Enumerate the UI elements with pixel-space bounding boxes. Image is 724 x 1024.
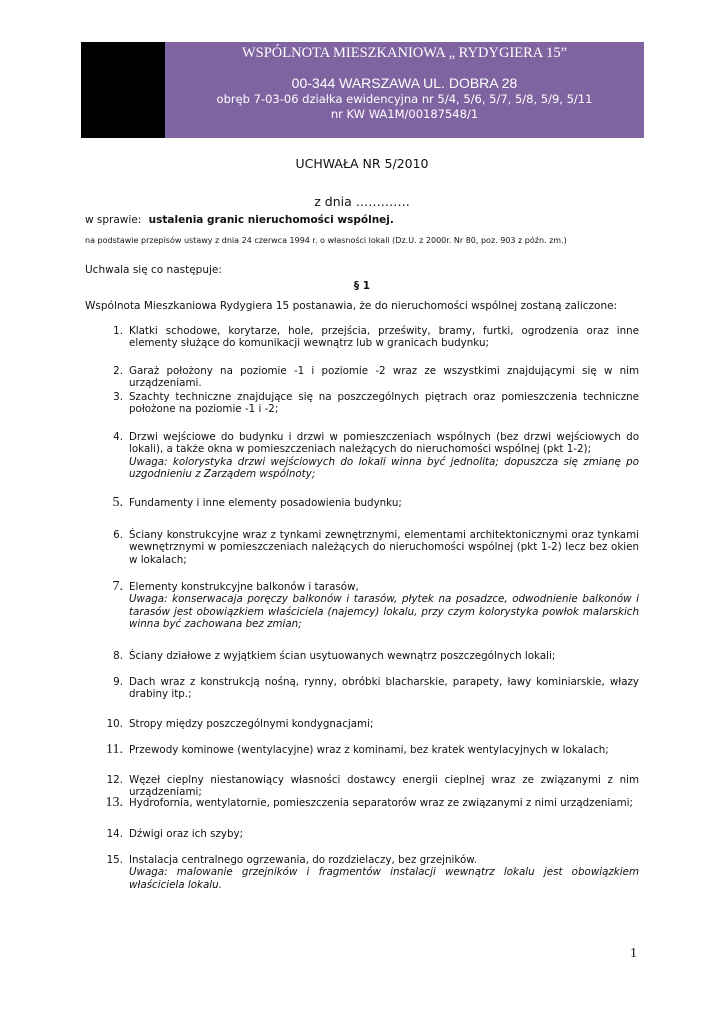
land-register-number: nr KW WA1M/00187548/1 <box>330 107 479 121</box>
list-item-number: 10. <box>106 718 123 730</box>
list-item-body: Fundamenty i inne elementy posadowienia budynku; <box>129 497 402 509</box>
list-item-number: 2. <box>113 365 123 377</box>
list-item <box>85 529 639 566</box>
community-name: WSPÓLNOTA MIESZKANIOWA „ RYDYGIERA 15” <box>241 45 568 61</box>
list-item <box>85 581 639 631</box>
list-item <box>85 744 639 756</box>
legal-basis: na podstawie przepisów ustawy z dnia 24 czerwca 1994 r. o własności lokali (Dz.U. z 2000r. Nr 80, poz. 903 z późn. zm.) <box>85 236 567 245</box>
letterhead-black-block <box>81 42 165 138</box>
list-item-note: Uwaga: kolorystyka drzwi wejściowych do lokali winna być jednolita; dopuszcza się zmianę po uzgodnieniu z Zarządem wspólnoty; <box>129 455 639 481</box>
list-item-text <box>129 497 639 509</box>
list-item <box>85 391 639 416</box>
list-item-body: Ściany działowe z wyjątkiem ścian usytuowanych wewnątrz poszczególnych lokali; <box>129 650 556 662</box>
list-item-text <box>129 325 639 350</box>
list-item-number: 14. <box>106 828 123 840</box>
subject-label: w sprawie: <box>85 214 142 226</box>
list-item-number: 4. <box>113 431 123 443</box>
list-item-body: Instalacja centralnego ogrzewania, do rozdzielaczy, bez grzejników. <box>129 854 478 866</box>
list-item-number: 9. <box>113 676 123 688</box>
list-item-number: 12. <box>106 774 123 786</box>
intro-statement: Wspólnota Mieszkaniowa Rydygiera 15 postanawia, że do nieruchomości wspólnej zostaną zaliczone: <box>85 300 618 312</box>
list-item-note: Uwaga: konserwacaja poręczy balkonów i tarasów, płytek na posadzce, odwodnienie balkonów i tarasów jest obowiązkiem właściciela (najemcy) lokalu, przy czym kolorystyka powłok malarskich winna być zachowana bez zmian; <box>129 593 639 631</box>
list-item <box>85 828 639 840</box>
list-item-number: 1. <box>113 325 123 337</box>
resolution-title: UCHWAŁA NR 5/2010 <box>295 156 429 171</box>
list-item-text <box>129 391 639 416</box>
list-item-text <box>129 581 639 631</box>
list-item-text <box>129 650 639 662</box>
list-item-body: Przewody kominowe (wentylacyjne) wraz z kominami, bez kratek wentylacyjnych w lokalach; <box>129 744 609 756</box>
list-item <box>85 797 639 809</box>
list-item-text <box>129 431 639 481</box>
list-item-text <box>129 718 639 730</box>
list-item-body: Stropy między poszczególnymi kondygnacjami; <box>129 718 374 730</box>
list-item-body: Elementy konstrukcyjne balkonów i tarasów, <box>129 581 359 593</box>
list-item <box>85 431 639 481</box>
subject-line <box>85 214 394 226</box>
list-item-body: Szachty techniczne znajdujące się na poszczególnych piętrach oraz pomieszczenia techniczne położone na poziomie -1 i -2; <box>129 391 639 416</box>
letterhead-banner <box>165 42 644 138</box>
plot-info: obręb 7-03-06 działka ewidencyjna nr 5/4, 5/6, 5/7, 5/8, 5/9, 5/11 <box>216 92 593 106</box>
list-item-text <box>129 854 639 891</box>
list-item-body: Dźwigi oraz ich szyby; <box>129 828 244 840</box>
list-item-text <box>129 676 639 701</box>
list-item-text <box>129 797 639 809</box>
list-item-text <box>129 774 639 799</box>
list-item <box>85 325 639 350</box>
list-item-number: 11. <box>106 742 123 757</box>
list-item-number: 13. <box>105 795 123 810</box>
list-item-text <box>129 365 639 390</box>
resolution-date: z dnia …………. <box>314 194 410 209</box>
list-item <box>85 676 639 701</box>
list-item <box>85 365 639 390</box>
list-item <box>85 718 639 730</box>
list-item-body: Garaż położony na poziomie -1 i poziomie -2 wraz ze wszystkimi znajdującymi się w nim urządzeniami. <box>129 365 639 390</box>
list-item-body: Dach wraz z konstrukcją nośną, rynny, obróbki blacharskie, parapety, ławy kominiarskie, włazy drabiny itp.; <box>129 676 639 701</box>
list-item <box>85 774 639 799</box>
paragraph-marker: § 1 <box>353 280 371 292</box>
list-item-body: Ściany konstrukcyjne wraz z tynkami zewnętrznymi, elementami architektonicznymi oraz tynkami wewnętrznymi w pomieszczeniach należących do nieruchomości wspólnej (pkt 1-2) lecz bez okien w lokalach; <box>129 529 639 566</box>
list-item-text <box>129 828 639 840</box>
list-item-note: Uwaga: malowanie grzejników i fragmentów instalacji wewnątrz lokalu jest obowiązkiem właściciela lokalu. <box>129 866 639 891</box>
list-item-body: Węzeł cieplny niestanowiący własności dostawcy energii cieplnej wraz ze związanymi z nim urządzeniami; <box>129 774 639 799</box>
list-item-number: 8. <box>113 650 123 662</box>
list-item-number: 15. <box>106 854 123 866</box>
list-item <box>85 854 639 891</box>
list-item-number: 6. <box>113 529 123 541</box>
list-item <box>85 650 639 662</box>
page-number: 1 <box>630 946 637 961</box>
list-item-number: 3. <box>113 391 123 403</box>
list-item-body: Hydrofornia, wentylatornie, pomieszczenia separatorów wraz ze związanymi z nimi urządzeniami; <box>129 797 633 809</box>
list-item-number: 7. <box>112 579 123 594</box>
letterhead <box>81 42 644 138</box>
resolve-statement: Uchwala się co następuje: <box>85 264 222 276</box>
list-item-text <box>129 744 639 756</box>
list-item-body: Drzwi wejściowe do budynku i drzwi w pomieszczeniach wspólnych (bez drzwi wejściowych do lokali), a także okna w pomieszczeniach należących do nieruchomości wspólnej (pkt 1-2); <box>129 431 639 456</box>
subject-text: ustalenia granic nieruchomości wspólnej. <box>148 214 394 226</box>
list-item-text <box>129 529 639 566</box>
list-item <box>85 497 639 509</box>
list-item-body: Klatki schodowe, korytarze, hole, przejścia, prześwity, bramy, furtki, ogrodzenia oraz inne elementy służące do komunikacji wewnątrz lub w granicach budynku; <box>129 325 639 350</box>
community-address: 00-344 WARSZAWA UL. DOBRA 28 <box>291 75 518 91</box>
list-item-number: 5. <box>112 495 123 510</box>
